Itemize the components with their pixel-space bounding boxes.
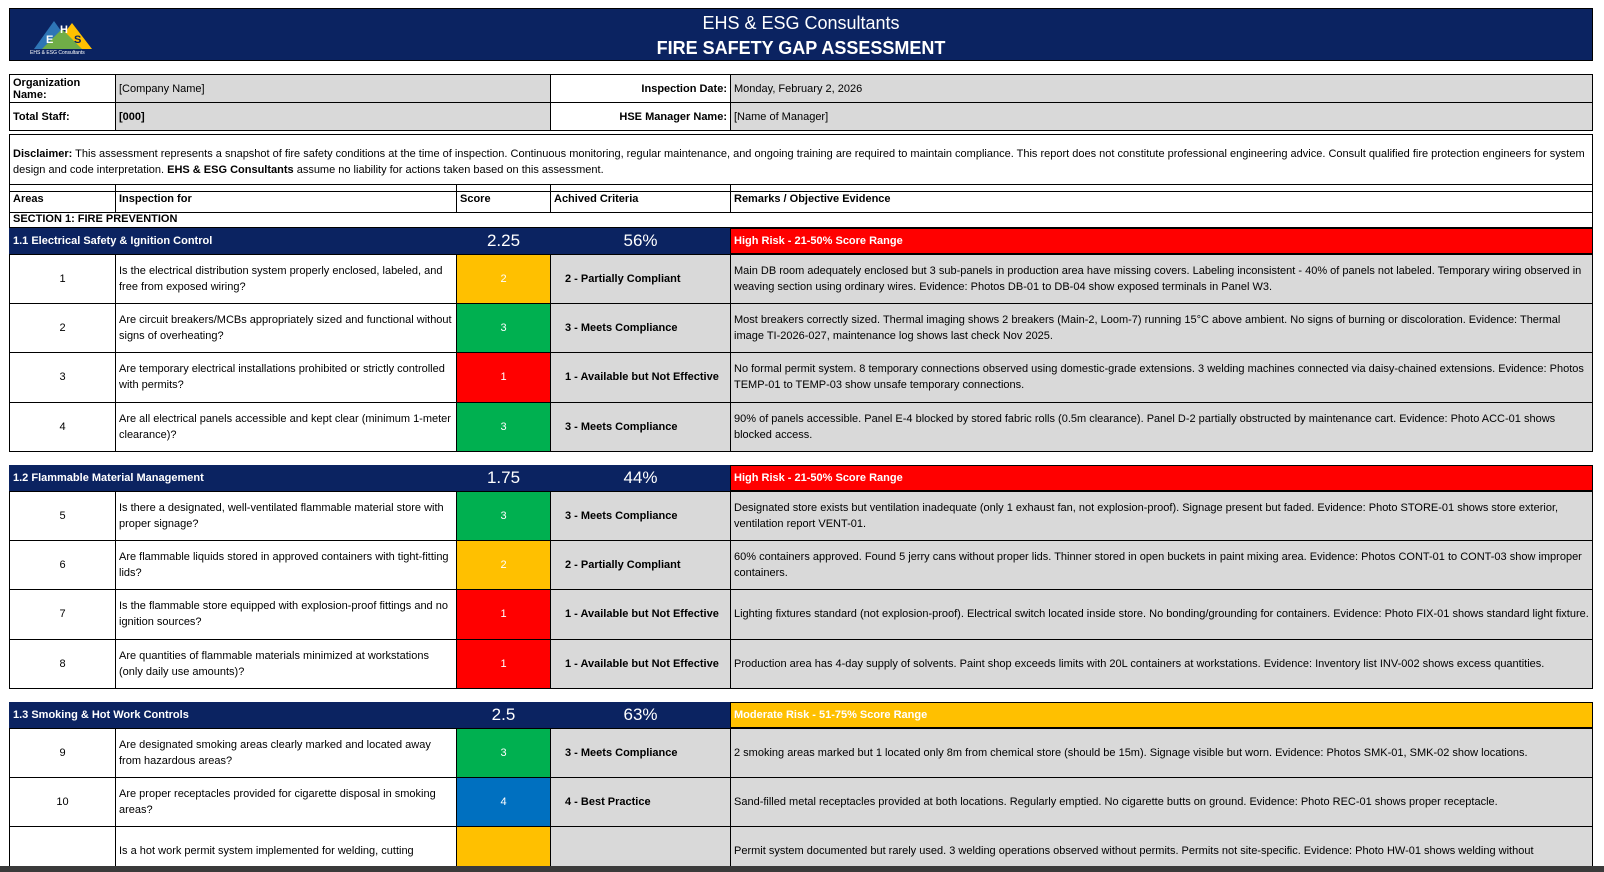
item-score[interactable]: 4 xyxy=(456,777,551,827)
item-number: 9 xyxy=(9,728,116,778)
table-row xyxy=(9,402,1593,452)
info-row-org xyxy=(9,74,1593,103)
logo-letter-s: S xyxy=(74,34,82,46)
group-risk-badge: Moderate Risk - 51-75% Score Range xyxy=(730,702,1593,728)
group-percent: 56% xyxy=(550,228,731,254)
item-score[interactable]: 2 xyxy=(456,540,551,590)
table-row xyxy=(9,589,1593,639)
item-number: 4 xyxy=(9,402,116,452)
window-bottom-bar xyxy=(0,866,1604,872)
item-number: 5 xyxy=(9,491,116,541)
item-score[interactable]: 3 xyxy=(456,402,551,452)
logo-caption: EHS & ESG Consultants xyxy=(30,50,85,55)
date-value[interactable]: Monday, February 2, 2026 xyxy=(730,74,1593,103)
staff-value[interactable]: [000] xyxy=(115,102,551,131)
item-question: Is the electrical distribution system properly enclosed, labeled, and free from exposed wiring? xyxy=(115,254,457,304)
item-remarks[interactable]: Most breakers correctly sized. Thermal imaging shows 2 breakers (Main-2, Loom-7) running 15°C above ambient. No signs of burning or discoloration. Evidence: Thermal image TI-2026-027, maintenance log shows last check Nov 2025. xyxy=(730,303,1593,353)
table-row xyxy=(9,491,1593,541)
item-criteria: 1 - Available but Not Effective xyxy=(550,352,731,402)
logo-letter-h: H xyxy=(60,24,68,36)
item-number: 8 xyxy=(9,639,116,689)
item-remarks[interactable]: Designated store exists but ventilation inadequate (only 1 exhaust fan, not explosion-proof). Signage present but faded. Evidence: Photo STORE-01 shows store exterior, ventilation report VENT-01. xyxy=(730,491,1593,541)
report-title: FIRE SAFETY GAP ASSESSMENT xyxy=(656,38,946,58)
report-header xyxy=(9,8,1593,61)
staff-label: Total Staff: xyxy=(9,102,116,131)
logo-letter-e: E xyxy=(46,34,54,46)
item-criteria: 2 - Partially Compliant xyxy=(550,540,731,590)
col-criteria: Achived Criteria xyxy=(550,184,731,213)
group-band xyxy=(9,228,1593,254)
table-row xyxy=(9,777,1593,827)
group-percent: 63% xyxy=(550,702,731,728)
item-score[interactable]: 1 xyxy=(456,589,551,639)
item-question: Are all electrical panels accessible and kept clear (minimum 1-meter clearance)? xyxy=(115,402,457,452)
disclaimer-text: This assessment represents a snapshot of fire safety conditions at the time of inspection. Continuous monitoring, regular maintenance, and ongoing training are required to maintain compliance. This report does not constitute professional engineering advice. Consult qualified fire protection engineers for system design and code interpretation. xyxy=(13,148,1585,176)
item-number: 7 xyxy=(9,589,116,639)
disclaimer-label: Disclaimer: xyxy=(13,148,73,160)
item-question: Are quantities of flammable materials minimized at workstations (only daily use amounts)? xyxy=(115,639,457,689)
group-risk-badge: High Risk - 21-50% Score Range xyxy=(730,465,1593,491)
item-criteria: 3 - Meets Compliance xyxy=(550,728,731,778)
item-remarks[interactable]: Production area has 4-day supply of solvents. Paint shop exceeds limits with 20L containers at workstations. Evidence: Inventory list INV-002 shows excess quantities. xyxy=(730,639,1593,689)
manager-label: HSE Manager Name: xyxy=(550,102,731,131)
company-name: EHS & ESG Consultants xyxy=(702,13,900,33)
item-remarks[interactable]: Lighting fixtures standard (not explosion-proof). Electrical switch located inside store. No bonding/grounding for containers. Evidence: Photo FIX-01 shows standard light fixture. xyxy=(730,589,1593,639)
item-remarks[interactable]: Main DB room adequately enclosed but 3 sub-panels in production area have missing covers. Labeling inconsistent - 40% of panels not labeled. Temporary wiring observed in weaving section using ordinary wires. Evidence: Photos DB-01 to DB-04 show exposed terminals in Panel W3. xyxy=(730,254,1593,304)
item-criteria: 2 - Partially Compliant xyxy=(550,254,731,304)
item-number: 2 xyxy=(9,303,116,353)
table-row xyxy=(9,728,1593,778)
item-remarks[interactable]: Sand-filled metal receptacles provided at both locations. Regularly emptied. No cigarette butts on ground. Evidence: Photo REC-01 shows proper receptacle. xyxy=(730,777,1593,827)
item-question: Are flammable liquids stored in approved containers with tight-fitting lids? xyxy=(115,540,457,590)
item-question: Are circuit breakers/MCBs appropriately sized and functional without signs of overheating? xyxy=(115,303,457,353)
col-remarks: Remarks / Objective Evidence xyxy=(730,184,1593,213)
item-score[interactable]: 3 xyxy=(456,303,551,353)
table-row xyxy=(9,540,1593,590)
col-inspection: Inspection for xyxy=(115,184,457,213)
col-score: Score xyxy=(456,184,551,213)
table-row xyxy=(9,352,1593,402)
group-band xyxy=(9,465,1593,491)
table-row xyxy=(9,303,1593,353)
column-header-row xyxy=(9,184,1593,213)
item-question: Is a hot work permit system implemented for welding, cutting xyxy=(115,826,457,872)
item-criteria: 1 - Available but Not Effective xyxy=(550,589,731,639)
disclaimer-tail: assume no liability for actions taken based on this assessment. xyxy=(293,164,604,176)
item-number: 6 xyxy=(9,540,116,590)
col-areas: Areas xyxy=(9,184,116,213)
item-question: Are temporary electrical installations prohibited or strictly controlled with permits? xyxy=(115,352,457,402)
group-percent: 44% xyxy=(550,465,731,491)
item-question: Are designated smoking areas clearly marked and located away from hazardous areas? xyxy=(115,728,457,778)
item-remarks[interactable]: 90% of panels accessible. Panel E-4 blocked by stored fabric rolls (0.5m clearance). Panel D-2 partially obstructed by maintenance cart. Evidence: Photo ACC-01 shows blocked access. xyxy=(730,402,1593,452)
org-value[interactable]: [Company Name] xyxy=(115,74,551,103)
group-score: 2.5 xyxy=(456,702,551,728)
item-remarks[interactable]: 2 smoking areas marked but 1 located only 8m from chemical store (should be 15m). Signage visible but worn. Evidence: Photos SMK-01, SMK-02 show locations. xyxy=(730,728,1593,778)
section-title: SECTION 1: FIRE PREVENTION xyxy=(9,212,1593,228)
item-criteria: 3 - Meets Compliance xyxy=(550,303,731,353)
org-label: Organization Name: xyxy=(9,74,116,103)
item-number: 1 xyxy=(9,254,116,304)
group-score: 2.25 xyxy=(456,228,551,254)
item-number: 10 xyxy=(9,777,116,827)
item-number: 3 xyxy=(9,352,116,402)
item-criteria: 4 - Best Practice xyxy=(550,777,731,827)
item-score[interactable]: 3 xyxy=(456,728,551,778)
disclaimer-company: EHS & ESG Consultants xyxy=(167,164,294,176)
group-band xyxy=(9,702,1593,728)
item-criteria: 3 - Meets Compliance xyxy=(550,402,731,452)
item-score[interactable]: 1 xyxy=(456,352,551,402)
table-row xyxy=(9,639,1593,689)
group-title: 1.2 Flammable Material Management xyxy=(9,465,457,491)
item-remarks[interactable]: 60% containers approved. Found 5 jerry cans without proper lids. Thinner stored in open buckets in paint mixing area. Evidence: Photos CONT-01 to CONT-03 show improper containers. xyxy=(730,540,1593,590)
group-title: 1.3 Smoking & Hot Work Controls xyxy=(9,702,457,728)
item-criteria: 1 - Available but Not Effective xyxy=(550,639,731,689)
info-row-staff xyxy=(9,102,1593,131)
date-label: Inspection Date: xyxy=(550,74,731,103)
item-score[interactable]: 2 xyxy=(456,254,551,304)
item-score[interactable]: 1 xyxy=(456,639,551,689)
table-row xyxy=(9,254,1593,304)
manager-value[interactable]: [Name of Manager] xyxy=(730,102,1593,131)
item-score[interactable]: 3 xyxy=(456,491,551,541)
item-question: Is there a designated, well-ventilated flammable material store with proper signage? xyxy=(115,491,457,541)
group-score: 1.75 xyxy=(456,465,551,491)
item-remarks[interactable]: Permit system documented but rarely used. 3 welding operations observed without permits. Permits not site-specific. Evidence: Photo HW-01 shows welding without xyxy=(730,826,1593,872)
group-title: 1.1 Electrical Safety & Ignition Control xyxy=(9,228,457,254)
group-risk-badge: High Risk - 21-50% Score Range xyxy=(730,228,1593,254)
item-question: Are proper receptacles provided for cigarette disposal in smoking areas? xyxy=(115,777,457,827)
item-question: Is the flammable store equipped with explosion-proof fittings and no ignition sources? xyxy=(115,589,457,639)
item-remarks[interactable]: No formal permit system. 8 temporary connections observed using domestic-grade extensions. 3 welding machines connected via daisy-chained extensions. Evidence: Photos TEMP-01 to TEMP-03 show unsafe temporary connections. xyxy=(730,352,1593,402)
item-criteria: 3 - Meets Compliance xyxy=(550,491,731,541)
